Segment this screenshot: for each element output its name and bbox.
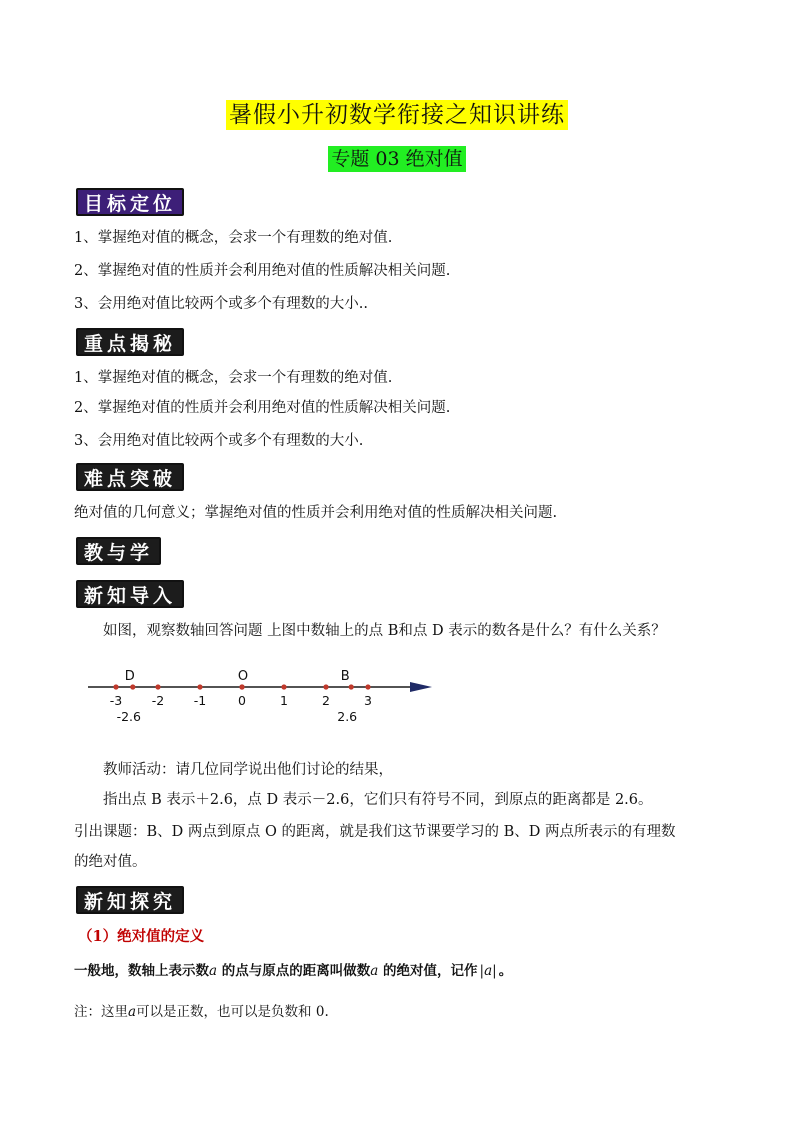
subtitle-text: 专题 03 绝对值 <box>328 146 465 172</box>
def-part-2: 的点与原点的距离叫做数 <box>217 963 371 979</box>
point-out-text: 指出点 B 表示＋2.6，点 D 表示－2.6，它们只有符号不同，到原点的距离都是 2.6。 <box>103 792 653 808</box>
tick-label: 2 <box>322 693 330 708</box>
key-item-2: 2、掌握绝对值的性质并会利用绝对值的性质解决相关问题. <box>74 400 451 416</box>
point-dot <box>130 684 135 689</box>
definition-text <box>74 961 512 981</box>
badge-teach: 教与学 <box>76 537 161 565</box>
def-part-1: 一般地，数轴上表示数 <box>74 963 209 979</box>
def-var-a2: a <box>370 963 379 979</box>
note-part-2: 可以是正数，也可以是负数和 0. <box>136 1004 329 1020</box>
page-subtitle <box>0 146 794 172</box>
point-dot <box>239 684 244 689</box>
tick-label: 0 <box>238 693 246 708</box>
note-var-a: a <box>128 1004 137 1020</box>
tick-label: -3 <box>109 693 123 708</box>
tick-dot <box>155 684 160 689</box>
lead-text-2: 的绝对值。 <box>74 854 147 870</box>
key-item-3: 3、会用绝对值比较两个或多个有理数的大小. <box>74 433 364 449</box>
tick-dot <box>281 684 286 689</box>
teacher-activity: 教师活动：请几位同学说出他们讨论的结果， <box>103 762 393 778</box>
badge-explore: 新知探究 <box>76 886 184 914</box>
number-line-figure <box>80 664 450 724</box>
tick-dot <box>323 684 328 689</box>
title-text: 暑假小升初数学衔接之知识讲练 <box>226 100 568 130</box>
badge-difficult: 难点突破 <box>76 463 184 491</box>
tick-dot <box>113 684 118 689</box>
def-part-4: 。 <box>498 963 513 979</box>
goal-item-1: 1、掌握绝对值的概念，会求一个有理数的绝对值. <box>74 230 393 246</box>
tick-label: 3 <box>364 693 372 708</box>
abs-notation: | a | <box>478 963 499 979</box>
badge-key: 重点揭秘 <box>76 328 184 356</box>
def-var-a: a <box>209 963 218 979</box>
note-text <box>74 1002 329 1022</box>
tick-dot <box>197 684 202 689</box>
goal-item-2: 2、掌握绝对值的性质并会利用绝对值的性质解决相关问题. <box>74 263 451 279</box>
point-value-label: 2.6 <box>337 709 358 724</box>
note-part-1: 注：这里 <box>74 1004 128 1020</box>
lead-text-1: 引出课题：B、D 两点到原点 O 的距离，就是我们这节课要学习的 B、D 两点所表示的有理数 <box>74 824 676 840</box>
point-name-label: B <box>340 669 350 684</box>
key-item-1: 1、掌握绝对值的概念，会求一个有理数的绝对值. <box>74 370 393 386</box>
badge-intro: 新知导入 <box>76 580 184 608</box>
tick-label: 1 <box>280 693 288 708</box>
page-title <box>0 100 794 130</box>
tick-dot <box>365 684 370 689</box>
point-name-label: O <box>237 669 249 684</box>
point-dot <box>349 684 354 689</box>
intro-question: 如图，观察数轴回答问题 上图中数轴上的点 B和点 D 表示的数各是什么？有什么关系？ <box>103 623 666 639</box>
goal-item-3: 3、会用绝对值比较两个或多个有理数的大小.. <box>74 296 368 312</box>
badge-goal: 目标定位 <box>76 188 184 216</box>
point-name-label: D <box>124 669 135 684</box>
point-value-label: -2.6 <box>116 709 141 724</box>
axis-arrow-icon <box>410 682 432 692</box>
tick-label: -1 <box>193 693 207 708</box>
definition-heading: （1）绝对值的定义 <box>78 928 205 945</box>
difficult-text: 绝对值的几何意义；掌握绝对值的性质并会利用绝对值的性质解决相关问题. <box>74 505 558 521</box>
def-part-3: 的绝对值，记作 <box>378 963 478 979</box>
tick-label: -2 <box>151 693 165 708</box>
